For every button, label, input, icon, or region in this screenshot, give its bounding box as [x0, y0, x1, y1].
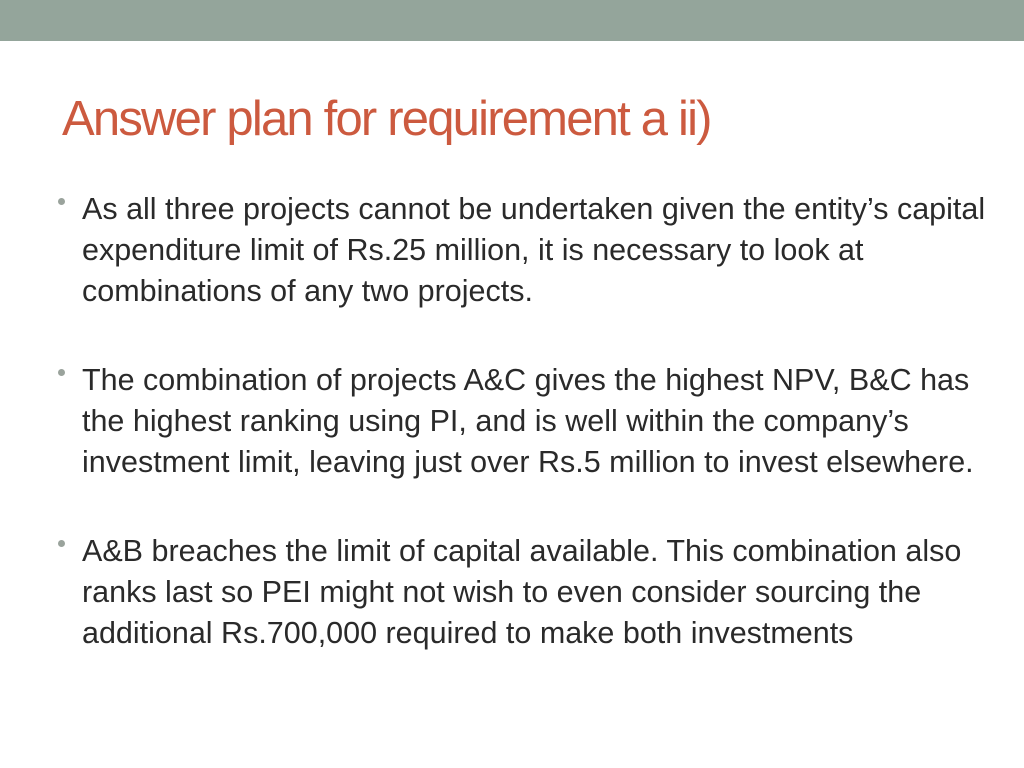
bullet-text: A&B breaches the limit of capital available. This combination also ranks last so PEI might not wish to even consider sourcing the additional Rs.700,000 required to make both investments	[82, 534, 962, 650]
bullet-dot-icon	[58, 540, 65, 547]
bullet-list	[58, 189, 1008, 654]
slide-title: Answer plan for requirement a ii)	[62, 92, 711, 146]
bullet-text: As all three projects cannot be undertaken given the entity’s capital expenditure limit of Rs.25 million, it is necessary to look at combinations of any two projects.	[82, 192, 986, 308]
bullet-dot-icon	[58, 198, 65, 205]
bullet-item	[58, 531, 1008, 654]
top-accent-bar	[0, 0, 1024, 41]
bullet-item	[58, 189, 1008, 312]
bullet-dot-icon	[58, 369, 65, 376]
bullet-text: The combination of projects A&C gives the highest NPV, B&C has the highest ranking using PI, and is well within the company’s investment limit, leaving just over Rs.5 million to invest elsewhere.	[82, 363, 974, 479]
bullet-item	[58, 360, 1008, 483]
